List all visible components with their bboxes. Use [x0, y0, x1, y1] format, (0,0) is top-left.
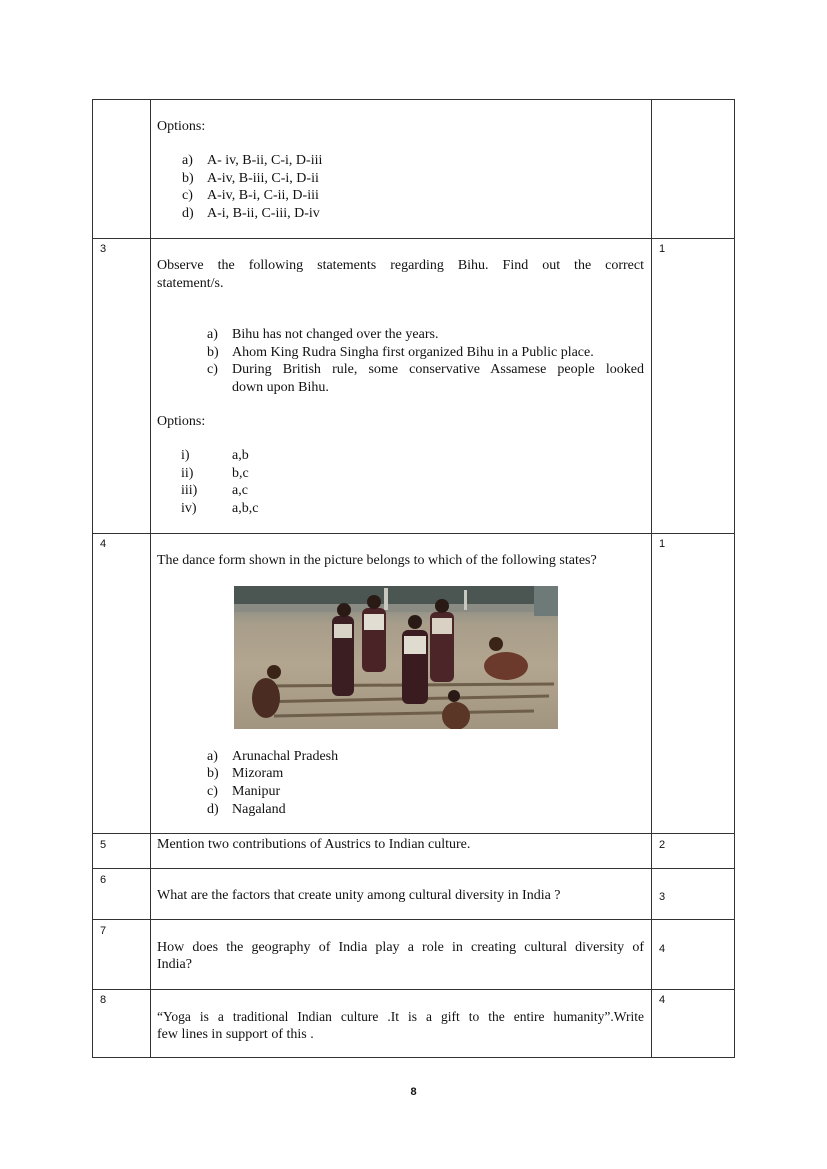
dance-photo: [234, 586, 558, 729]
question-number: 5: [100, 839, 107, 851]
dance-photo-illustration: [234, 586, 558, 729]
question-number: 4: [100, 538, 107, 550]
option-label: i): [181, 448, 190, 463]
option-text: a,b,c: [232, 501, 259, 516]
option-text: Arunachal Pradesh: [232, 749, 339, 764]
question-number: 7: [100, 925, 107, 937]
option-text: A-iv, B-iii, C-i, D-ii: [207, 171, 319, 186]
statement-label: c): [207, 362, 218, 377]
row-divider: [93, 238, 734, 239]
statement-label: a): [207, 327, 218, 342]
question-stem-continuation: few lines in support of this .: [157, 1027, 314, 1042]
statement-text: Bihu has not changed over the years.: [232, 327, 439, 342]
column-divider-number: [150, 100, 151, 1057]
question-number: 6: [100, 874, 107, 886]
statement-label: b): [207, 345, 219, 360]
option-text: a,c: [232, 483, 248, 498]
option-label: ii): [181, 466, 194, 481]
question-table: [92, 99, 735, 1058]
option-label: iii): [181, 483, 198, 498]
statement-text: Ahom King Rudra Singha first organized Bihu in a Public place.: [232, 345, 594, 360]
statement-text: During British rule, some conservative Assamese people looked: [232, 362, 644, 377]
option-text: Manipur: [232, 784, 281, 799]
row-divider: [93, 833, 734, 834]
question-marks: 1: [659, 538, 666, 550]
option-label: a): [182, 153, 193, 168]
row-divider: [93, 989, 734, 990]
option-text: b,c: [232, 466, 249, 481]
page-number: 8: [410, 1086, 417, 1098]
option-text: A-i, B-ii, C-iii, D-iv: [207, 206, 320, 221]
option-label: d): [207, 802, 219, 817]
question-stem: “Yoga is a traditional Indian culture .It is a gift to the entire humanity”.Write: [157, 1009, 644, 1024]
option-label: d): [182, 206, 194, 221]
question-marks: 4: [659, 943, 666, 955]
question-stem: How does the geography of India play a role in creating cultural diversity of: [157, 940, 644, 955]
option-text: A- iv, B-ii, C-i, D-iii: [207, 153, 323, 168]
option-text: Mizoram: [232, 766, 284, 781]
question-stem: What are the factors that create unity among cultural diversity in India ?: [157, 888, 561, 903]
option-label: iv): [181, 501, 197, 516]
option-text: a,b: [232, 448, 249, 463]
question-stem: Mention two contributions of Austrics to Indian culture.: [157, 837, 471, 852]
question-marks: 3: [659, 891, 666, 903]
question-marks: 2: [659, 839, 666, 851]
question-stem: Observe the following statements regarding Bihu. Find out the correct: [157, 258, 644, 273]
statement-text-continuation: down upon Bihu.: [232, 380, 329, 395]
option-text: Nagaland: [232, 802, 286, 817]
question-number: 3: [100, 243, 107, 255]
option-label: b): [207, 766, 219, 781]
option-label: b): [182, 171, 194, 186]
question-number: 8: [100, 994, 107, 1006]
column-divider-marks: [651, 100, 652, 1057]
options-heading: Options:: [157, 119, 206, 134]
row-divider: [93, 868, 734, 869]
question-stem: The dance form shown in the picture belongs to which of the following states?: [157, 553, 597, 568]
question-stem-continuation: India?: [157, 957, 192, 972]
option-label: c): [182, 188, 193, 203]
question-stem-continuation: statement/s.: [157, 276, 224, 291]
option-label: a): [207, 749, 218, 764]
option-text: A-iv, B-i, C-ii, D-iii: [207, 188, 319, 203]
question-marks: 4: [659, 994, 666, 1006]
option-label: c): [207, 784, 218, 799]
question-marks: 1: [659, 243, 666, 255]
row-divider: [93, 919, 734, 920]
options-heading: Options:: [157, 414, 206, 429]
row-divider: [93, 533, 734, 534]
